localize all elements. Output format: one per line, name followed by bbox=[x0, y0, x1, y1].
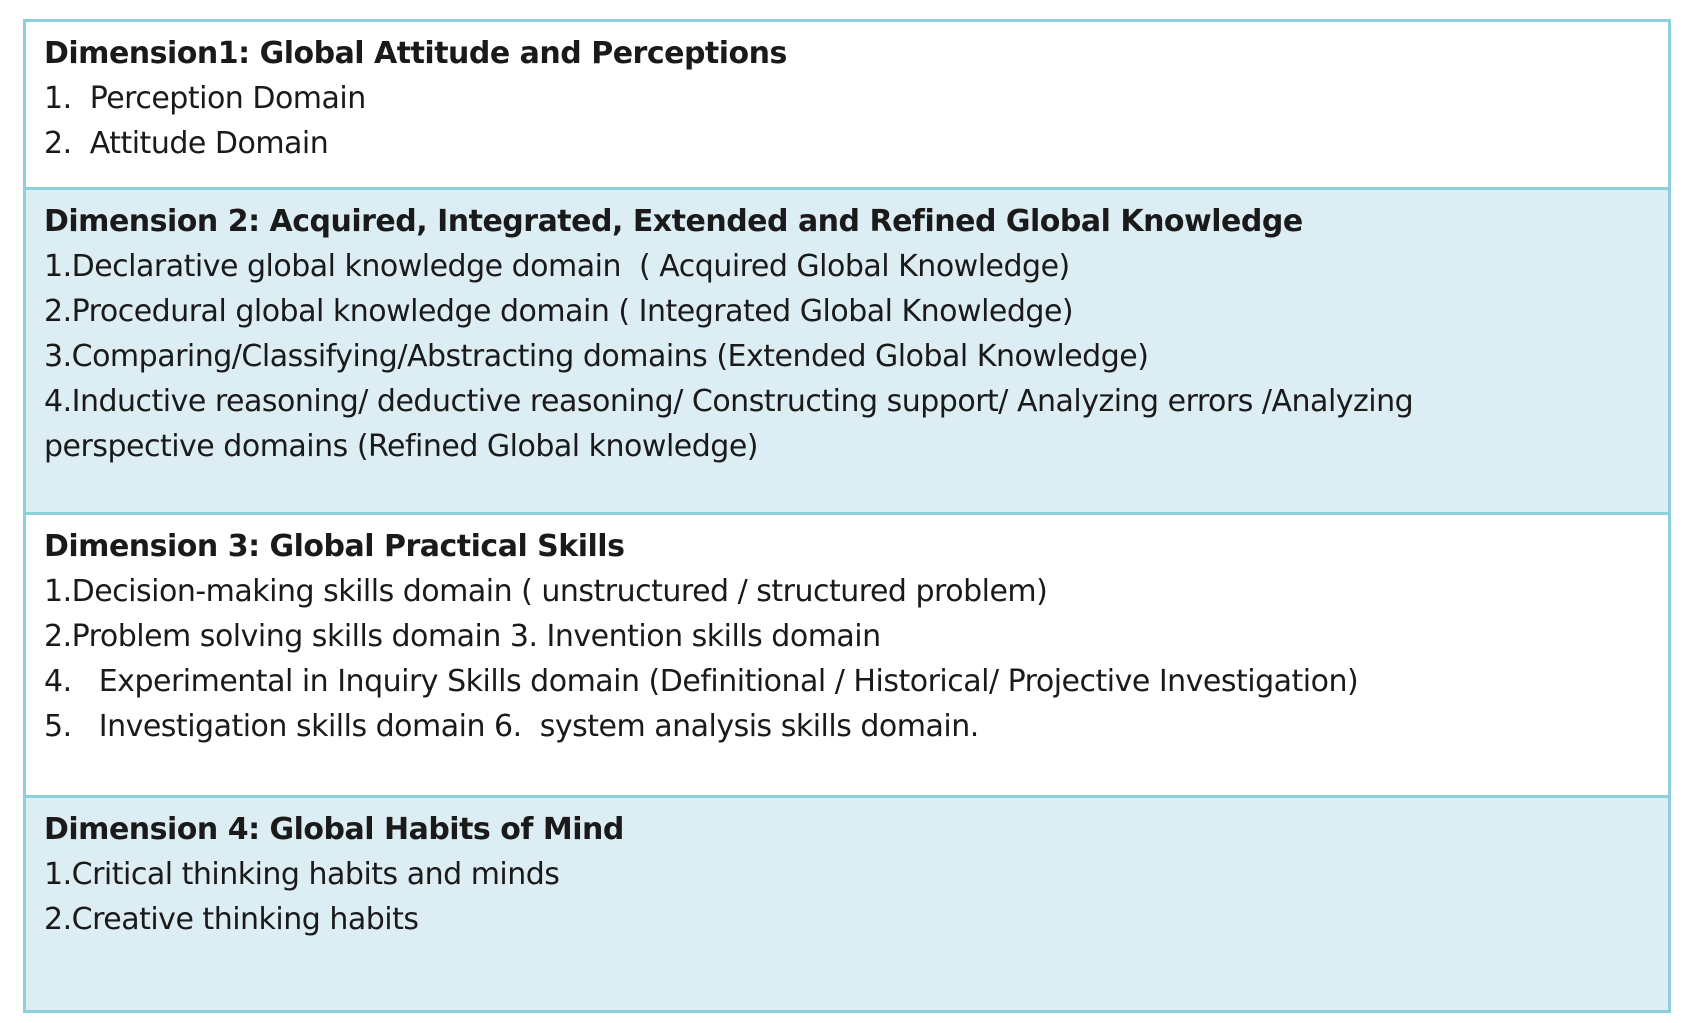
dimension-1-section bbox=[26, 22, 1668, 190]
dimension-2-item-1: 1.Declarative global knowledge domain ( Acquired Global Knowledge) bbox=[44, 249, 1070, 284]
dimension-3-item-3: 4. Experimental in Inquiry Skills domain (Definitional / Historical/ Projective Investigation) bbox=[44, 664, 1359, 699]
dimension-3-section bbox=[26, 515, 1668, 798]
dimension-2-item-2: 2.Procedural global knowledge domain ( Integrated Global Knowledge) bbox=[44, 294, 1074, 329]
dimensions-table bbox=[23, 19, 1671, 1013]
dimension-3-heading: Dimension 3: Global Practical Skills bbox=[44, 529, 625, 564]
dimension-4-item-1: 1.Critical thinking habits and minds bbox=[44, 857, 560, 892]
dimension-2-section bbox=[26, 190, 1668, 515]
dimension-3-item-1: 1.Decision-making skills domain ( unstructured / structured problem) bbox=[44, 574, 1048, 609]
dimension-1-item-1: 1. Perception Domain bbox=[44, 81, 366, 116]
dimension-3-item-4: 5. Investigation skills domain 6. system analysis skills domain. bbox=[44, 709, 979, 744]
dimension-1-heading: Dimension1: Global Attitude and Perceptions bbox=[44, 36, 787, 71]
dimension-4-section bbox=[26, 798, 1668, 1010]
dimension-2-item-4: 4.Inductive reasoning/ deductive reasoning/ Constructing support/ Analyzing errors /Analyzing perspective domains (Refined Global knowledge) bbox=[44, 384, 1414, 464]
dimension-1-item-2: 2. Attitude Domain bbox=[44, 126, 329, 161]
dimension-4-item-2: 2.Creative thinking habits bbox=[44, 902, 419, 937]
dimension-3-item-2: 2.Problem solving skills domain 3. Invention skills domain bbox=[44, 619, 881, 654]
dimension-4-heading: Dimension 4: Global Habits of Mind bbox=[44, 812, 624, 847]
dimension-2-item-3: 3.Comparing/Classifying/Abstracting domains (Extended Global Knowledge) bbox=[44, 339, 1149, 374]
dimension-2-heading: Dimension 2: Acquired, Integrated, Extended and Refined Global Knowledge bbox=[44, 204, 1303, 239]
